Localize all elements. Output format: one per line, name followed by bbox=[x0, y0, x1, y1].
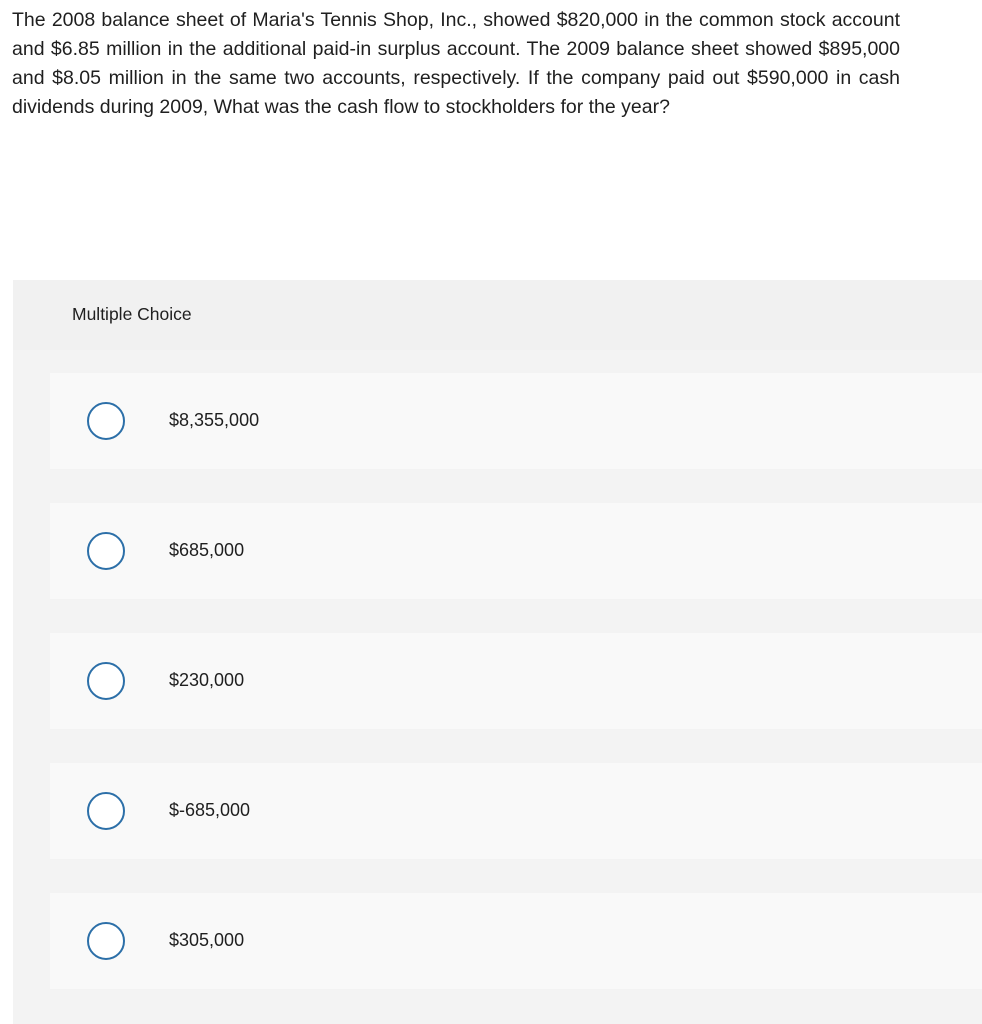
choice-option-d[interactable] bbox=[50, 763, 982, 859]
multiple-choice-header bbox=[13, 280, 982, 350]
choice-label: $305,000 bbox=[169, 930, 245, 950]
choice-option-a[interactable] bbox=[50, 373, 982, 469]
choice-list bbox=[50, 373, 982, 1023]
radio-circle-icon[interactable] bbox=[87, 532, 125, 570]
multiple-choice-panel bbox=[13, 280, 982, 1024]
question-text: The 2008 balance sheet of Maria's Tennis Shop, Inc., showed $820,000 in the common stock account and $6.85 million in the additional paid-in surplus account. The 2009 balance sheet showed $895,000 and $8.05 million in the same two accounts, respectively. If the company paid out $590,000 in cash dividends during 2009, What was the cash flow to stockholders for the year? bbox=[12, 9, 900, 118]
choice-label: $-685,000 bbox=[169, 800, 251, 820]
choice-label: $230,000 bbox=[169, 670, 245, 690]
choice-label: $8,355,000 bbox=[169, 410, 260, 430]
radio-circle-icon[interactable] bbox=[87, 662, 125, 700]
multiple-choice-label: Multiple Choice bbox=[72, 304, 192, 324]
radio-circle-icon[interactable] bbox=[87, 402, 125, 440]
choice-option-e[interactable] bbox=[50, 893, 982, 989]
radio-circle-icon[interactable] bbox=[87, 792, 125, 830]
choice-label: $685,000 bbox=[169, 540, 245, 560]
choice-option-b[interactable] bbox=[50, 503, 982, 599]
choice-option-c[interactable] bbox=[50, 633, 982, 729]
radio-circle-icon[interactable] bbox=[87, 922, 125, 960]
